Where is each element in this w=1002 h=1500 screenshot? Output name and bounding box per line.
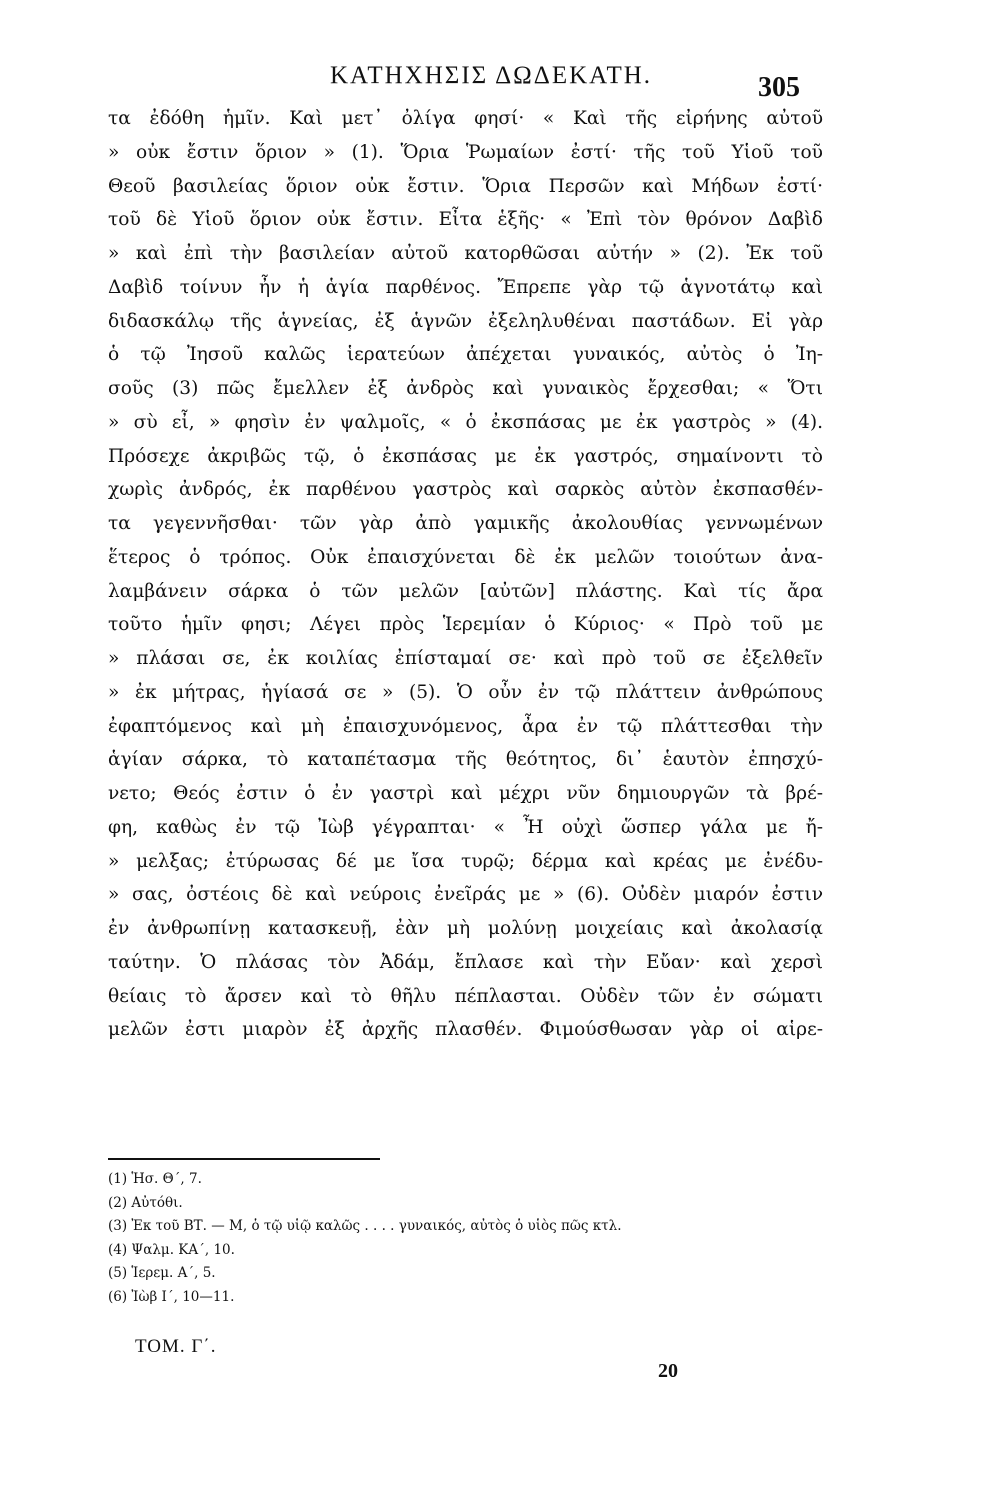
- footnote: (5) Ἱερεμ. Α΄, 5.: [108, 1265, 216, 1282]
- text-line: ἁγίαν σάρκα, τὸ καταπέτασμα τῆς θεότητος, δι᾽ ἑαυτὸν ἐπησχύ-: [108, 749, 823, 771]
- text-line: » καὶ ἐπὶ τὴν βασιλείαν αὐτοῦ κατορθῶσαι αὐτήν » (2). Ἐκ τοῦ: [108, 243, 823, 264]
- text-line: διδασκάλῳ τῆς ἁγνείας, ἐξ ἁγνῶν ἐξεληλυθέναι παστάδων. Εἰ γὰρ: [108, 310, 823, 332]
- footnote: (1) Ἡσ. Θ΄, 7.: [108, 1171, 202, 1187]
- text-line: ἐφαπτόμενος καὶ μὴ ἐπαισχυνόμενος, ἆρα ἐν τῷ πλάττεσθαι τὴν: [108, 715, 823, 737]
- text-line: ταύτην. Ὁ πλάσας τὸν Ἀδάμ, ἔπλασε καὶ τὴν Εὔαν· καὶ χερσὶ: [108, 951, 823, 973]
- page-number: 305: [758, 72, 800, 103]
- text-line: φη, καθὼς ἐν τῷ Ἰὼβ γέγραπται· « Ἦ οὐχὶ ὥσπερ γάλα με ἤ-: [108, 816, 823, 838]
- volume-label: ΤΟΜ. Γ΄.: [135, 1336, 217, 1357]
- text-line: σοῦς (3) πῶς ἔμελλεν ἐξ ἀνδρὸς καὶ γυναικὸς ἔρχεσθαι; « Ὅτι: [108, 378, 823, 399]
- text-line: ἐν ἀνθρωπίνῃ κατασκευῇ, ἐὰν μὴ μολύνῃ μοιχείαις καὶ ἀκολασίᾳ: [108, 918, 823, 939]
- text-line: » σας, ὀστέοις δὲ καὶ νεύροις ἐνεῖράς με » (6). Οὐδὲν μιαρόν ἐστιν: [108, 884, 823, 906]
- footnote: (4) Ψαλμ. ΚΑ΄, 10.: [108, 1241, 235, 1258]
- running-head: ΚΑΤΗΧΗΣΙΣ ΔΩΔΕΚΑΤΗ.: [330, 62, 653, 89]
- text-line: » ἐκ μήτρας, ἡγίασά σε » (5). Ὁ οὖν ἐν τῷ πλάττειν ἀνθρώπους: [108, 681, 823, 703]
- text-line: τοῦ δὲ Υἱοῦ ὅριον οὐκ ἔστιν. Εἶτα ἑξῆς· « Ἐπὶ τὸν θρόνον Δαβὶδ: [108, 209, 823, 231]
- text-line: ἕτερος ὁ τρόπος. Οὐκ ἐπαισχύνεται δὲ ἐκ μελῶν τοιούτων ἀνα-: [108, 546, 823, 568]
- text-line: τοῦτο ἡμῖν φησι; Λέγει πρὸς Ἱερεμίαν ὁ Κύριος· « Πρὸ τοῦ με: [108, 614, 823, 636]
- text-line: μελῶν ἐστι μιαρὸν ἐξ ἀρχῆς πλασθέν. Φιμούσθωσαν γὰρ οἱ αἱρε-: [108, 1019, 823, 1041]
- footnote-rule: [108, 1158, 380, 1160]
- text-line: » σὺ εἶ, » φησὶν ἐν ψαλμοῖς, « ὁ ἐκσπάσας με ἐκ γαστρὸς » (4).: [108, 411, 823, 433]
- signature-mark: 20: [658, 1360, 678, 1382]
- text-line: τα γεγεννῆσθαι· τῶν γὰρ ἀπὸ γαμικῆς ἀκολουθίας γεννωμένων: [108, 513, 823, 534]
- footnote: (2) Αὐτόθι.: [108, 1194, 183, 1211]
- text-line: θείαις τὸ ἄρσεν καὶ τὸ θῆλυ πέπλασται. Οὐδὲν τῶν ἐν σώματι: [108, 985, 823, 1007]
- text-line: λαμβάνειν σάρκα ὁ τῶν μελῶν [αὐτῶν] πλάστης. Καὶ τίς ἄρα: [108, 580, 823, 602]
- body-text: [108, 102, 823, 1047]
- text-line: » πλάσαι σε, ἐκ κοιλίας ἐπίσταμαί σε· καὶ πρὸ τοῦ σε ἐξελθεῖν: [108, 648, 823, 669]
- text-line: χωρὶς ἀνδρός, ἐκ παρθένου γαστρὸς καὶ σαρκὸς αὐτὸν ἐκσπασθέν-: [108, 479, 823, 501]
- footnotes: [108, 1168, 808, 1310]
- text-line: τα ἐδόθη ἡμῖν. Καὶ μετ᾽ ὀλίγα φησί· « Καὶ τῆς εἰρήνης αὐτοῦ: [108, 108, 823, 129]
- footnote: (6) Ἰὼβ Ι΄, 10—11.: [108, 1288, 235, 1305]
- text-line: » οὐκ ἔστιν ὅριον » (1). Ὅρια Ῥωμαίων ἐστί· τῆς τοῦ Υἱοῦ τοῦ: [108, 141, 823, 163]
- text-line: Θεοῦ βασιλείας ὅριον οὐκ ἔστιν. Ὅρια Περσῶν καὶ Μήδων ἐστί·: [108, 175, 823, 197]
- text-line: » μελξας; ἐτύρωσας δέ με ἴσα τυρῷ; δέρμα καὶ κρέας με ἐνέδυ-: [108, 850, 823, 872]
- text-line: ὁ τῷ Ἰησοῦ καλῶς ἱερατεύων ἀπέχεται γυναικός, αὐτὸς ὁ Ἰη-: [108, 344, 823, 366]
- text-line: νετο; Θεός ἐστιν ὁ ἐν γαστρὶ καὶ μέχρι νῦν δημιουργῶν τὰ βρέ-: [108, 783, 823, 804]
- footnote: (3) Ἐκ τοῦ ΒΤ. — Μ, ὁ τῷ υἱῷ καλῶς . . . . γυναικός, αὐτὸς ὁ υἱὸς πῶς κτλ.: [108, 1218, 622, 1235]
- text-line: Δαβὶδ τοίνυν ἦν ἡ ἁγία παρθένος. Ἔπρεπε γὰρ τῷ ἁγνοτάτῳ καὶ: [108, 276, 823, 298]
- text-line: Πρόσεχε ἀκριβῶς τῷ, ὁ ἐκσπάσας με ἐκ γαστρός, σημαίνοντι τὸ: [108, 445, 823, 467]
